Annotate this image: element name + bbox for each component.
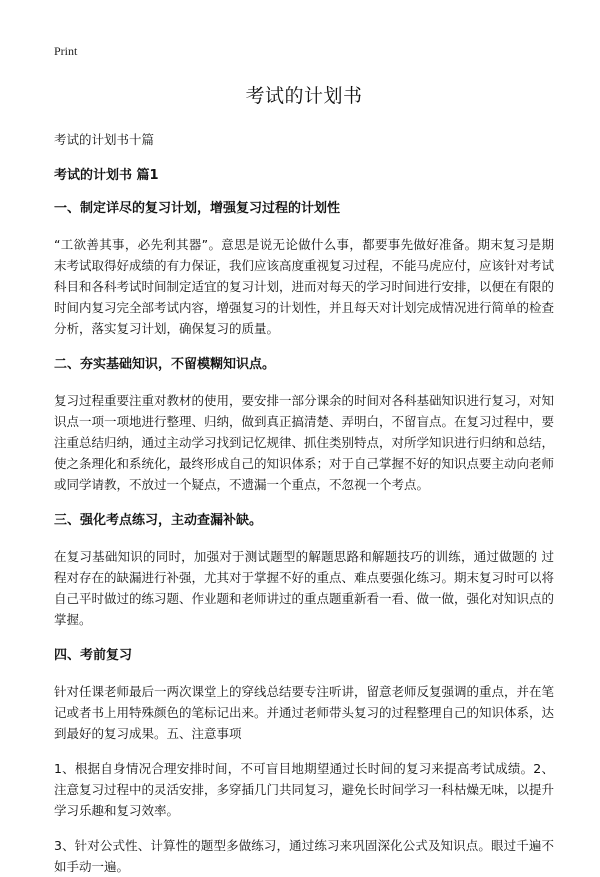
section-3-paragraph: 在复习基础知识的同时，加强对于测试题型的解题思路和解题技巧的训练，通过做题的 过程对存在的缺漏进行补强，尤其对于掌握不好的重点、难点要强化练习。期末复习时可以将自己平时做过的练习题、作业题和老师讲过的重点题重新看一看、做一做，强化对知识点的掌握。 xyxy=(54,549,555,627)
section-heading-4: 四、考前复习 xyxy=(54,648,133,663)
section-heading-1: 一、制定详尽的复习计划，增强复习过程的计划性 xyxy=(54,201,341,216)
section-1-paragraph: “工欲善其事，必先利其器”。意思是说无论做什么事，都要事先做好准备。期末复习是期末考试取得好成绩的有力保证，我们应该高度重视复习过程，不能马虎应付，应该针对考试科目和各科考试时间制定适宜的复习计划，进而对每天的学习时间进行安排，以便在有限的时间内复习完全部考试内容，增强复习的计划性，并且每天对计划完成情况进行简单的检查分析，落实复习计划，确保复习的质量。 xyxy=(54,237,555,336)
print-label: Print xyxy=(54,44,78,58)
section-4-paragraph-3: 3、针对公式性、计算性的题型多做练习，通过练习来巩固深化公式及知识点。眼过千遍不如手动一遍。 xyxy=(54,838,554,874)
section-heading-2: 二、夯实基础知识，不留模糊知识点。 xyxy=(54,357,276,372)
document-title: 考试的计划书 xyxy=(245,85,363,107)
chapter-title: 考试的计划书 篇1 xyxy=(54,168,159,183)
section-heading-3: 三、强化考点练习，主动查漏补缺。 xyxy=(54,513,263,528)
section-2-paragraph: 复习过程重要注重对教材的使用，要安排一部分课余的时间对各科基础知识进行复习，对知识点一项一项地进行整理、归纳，做到真正搞清楚、弄明白，不留盲点。在复习过程中，要注重总结归纳，通过主动学习找到记忆规律、抓住类别特点，对所学知识进行归纳和总结，使之条理化和系统化，最终形成自己的知识体系；对于自己掌握不好的知识点要主动向老师或同学请教，不放过一个疑点，不遗漏一个重点，不忽视一个考点。 xyxy=(54,393,555,492)
section-4-paragraph-2: 1、根据自身情况合理安排时间，不可盲目地期望通过长时间的复习来提高考试成绩。2、注意复习过程中的灵活安排，多穿插几门共同复习，避免长时间学习一科枯燥无味，以提升学习乐趣和复习效率。 xyxy=(54,761,555,818)
section-4-paragraph-1: 针对任课老师最后一两次课堂上的穿线总结要专注听讲，留意老师反复强调的重点，并在笔记或者书上用特殊颜色的笔标记出来。并通过老师带头复习的过程整理自己的知识体系，达到最好的复习成果。五、注意事项 xyxy=(54,684,555,741)
document-subtitle: 考试的计划书十篇 xyxy=(54,132,155,147)
